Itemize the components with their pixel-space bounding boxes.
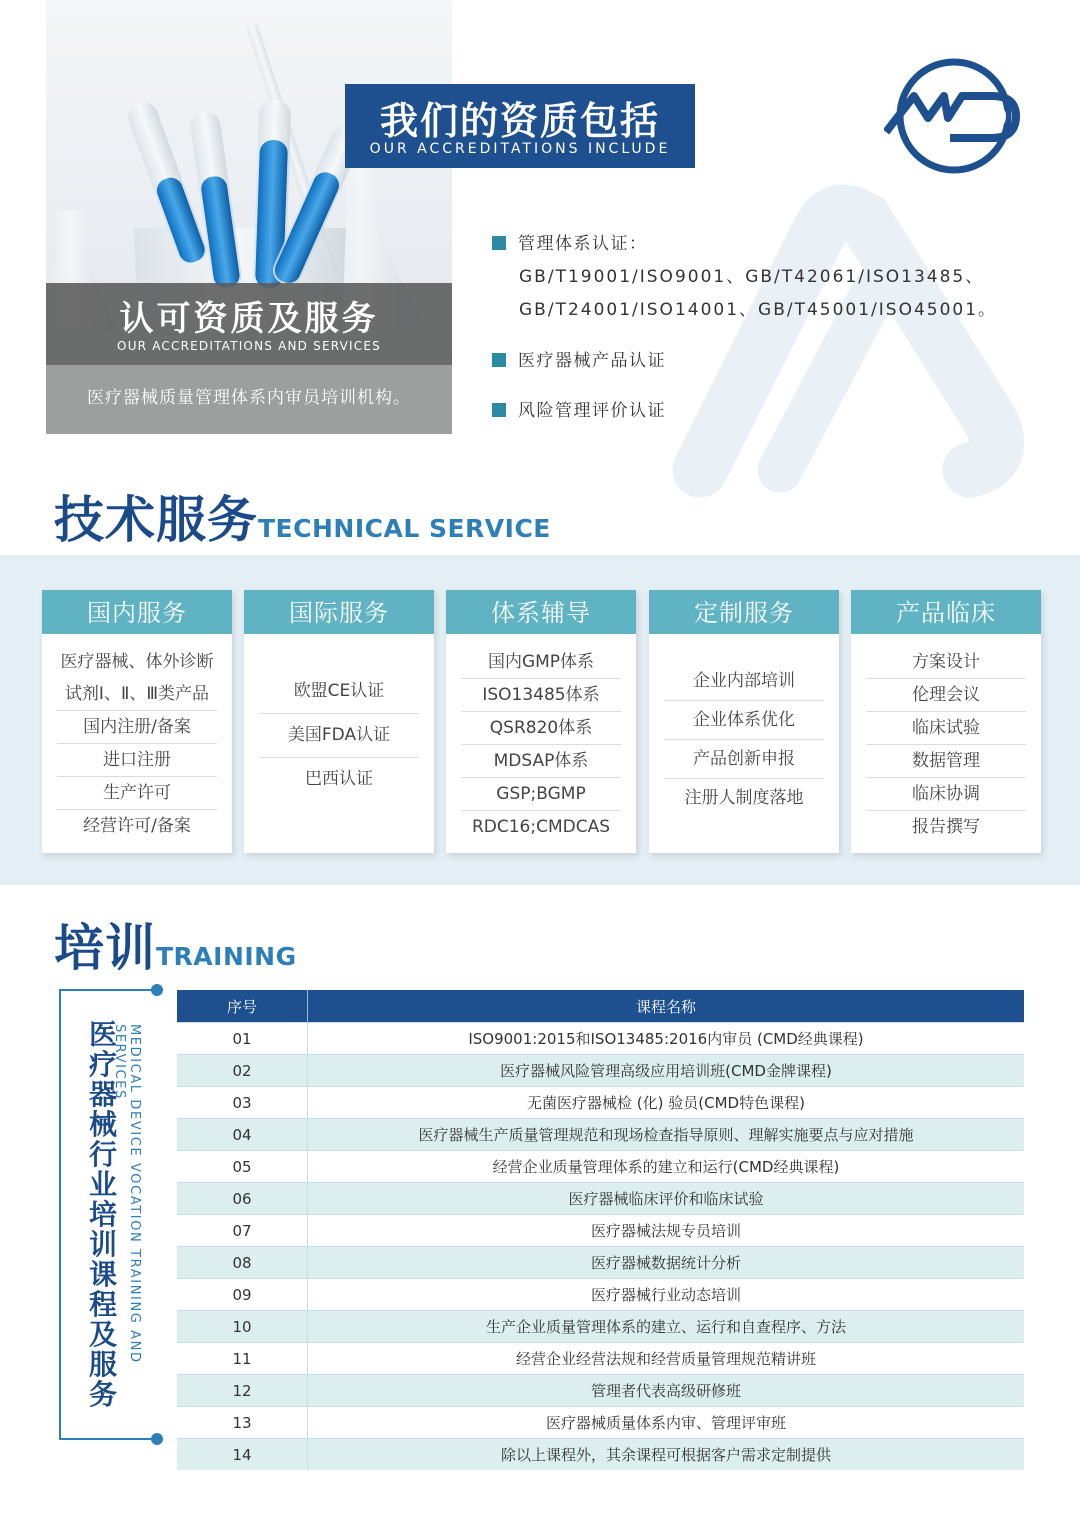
- bullet-square-icon: [492, 403, 506, 417]
- row-course-name: 医疗器械法规专员培训: [308, 1215, 1025, 1247]
- list-item: 伦理会议: [866, 679, 1026, 712]
- training-section-title: 培训TRAINING: [54, 919, 297, 977]
- table-row: [177, 1119, 1024, 1151]
- list-item: QSR820体系: [461, 712, 621, 745]
- list-item: 数据管理: [866, 745, 1026, 778]
- list-item: 经营许可/备案: [83, 816, 191, 836]
- card-title: 体系辅导: [446, 590, 636, 634]
- training-section-title-en: TRAINING: [156, 942, 297, 971]
- row-course-name: ISO9001:2015和ISO13485:2016内审员 (CMD经典课程): [308, 1023, 1025, 1055]
- list-item: GSP;BGMP: [461, 778, 621, 811]
- tech-section-title-en: TECHNICAL SERVICE: [258, 514, 551, 543]
- table-row: [177, 1407, 1024, 1439]
- table-row: [177, 1279, 1024, 1311]
- row-course-name: 医疗器械质量体系内审、管理评审班: [308, 1407, 1025, 1439]
- row-number: 10: [177, 1311, 308, 1343]
- row-course-name: 经营企业经营法规和经营质量管理规范精讲班: [308, 1343, 1025, 1375]
- row-number: 09: [177, 1279, 308, 1311]
- table-row: [177, 1023, 1024, 1055]
- list-item: 临床协调: [866, 778, 1026, 811]
- table-row: [177, 1151, 1024, 1183]
- hero-subtitle: OUR ACCREDITATIONS AND SERVICES: [117, 339, 381, 353]
- accreditation-subtitle: OUR ACCREDITATIONS INCLUDE: [369, 141, 671, 157]
- card-title: 定制服务: [649, 590, 839, 634]
- service-card-custom: [649, 590, 839, 853]
- card-list: [57, 646, 217, 842]
- row-number: 12: [177, 1375, 308, 1407]
- row-course-name: 医疗器械风险管理高级应用培训班(CMD金牌课程): [308, 1055, 1025, 1087]
- header-course-name: 课程名称: [308, 990, 1025, 1023]
- table-row: [177, 1439, 1024, 1471]
- table-row: [177, 1215, 1024, 1247]
- row-number: 04: [177, 1119, 308, 1151]
- hero-photo: [46, 0, 452, 434]
- accreditation-item-1: 管理体系认证：: [492, 229, 648, 254]
- tech-section-title: 技术服务TECHNICAL SERVICE: [54, 491, 551, 549]
- list-item: 临床试验: [866, 712, 1026, 745]
- row-course-name: 除以上课程外，其余课程可根据客户需求定制提供: [308, 1439, 1025, 1471]
- row-course-name: 医疗器械生产质量管理规范和现场检查指导原则、理解实施要点与应对措施: [308, 1119, 1025, 1151]
- accreditation-detail-line-1: GB/T19001/ISO9001、GB/T42061/ISO13485、: [519, 267, 985, 287]
- table-header-row: [177, 990, 1024, 1023]
- list-item: 企业体系优化: [664, 701, 824, 740]
- row-number: 01: [177, 1023, 308, 1055]
- list-item: 生产许可: [57, 777, 217, 810]
- row-course-name: 管理者代表高级研修班: [308, 1375, 1025, 1407]
- list-item: 报告撰写: [912, 817, 980, 837]
- row-number: 14: [177, 1439, 308, 1471]
- list-item: 国内GMP体系: [461, 646, 621, 679]
- table-row: [177, 1375, 1024, 1407]
- hero-title: 认可资质及服务: [119, 299, 379, 339]
- frame-dot-top: [151, 984, 163, 996]
- card-list: [259, 670, 419, 801]
- header-number: 序号: [177, 990, 308, 1023]
- list-item: 欧盟CE认证: [259, 670, 419, 714]
- card-title: 国际服务: [244, 590, 434, 634]
- card-title: 国内服务: [42, 590, 232, 634]
- row-number: 02: [177, 1055, 308, 1087]
- table-row: [177, 1087, 1024, 1119]
- list-item: 方案设计: [866, 646, 1026, 679]
- service-card-domestic: [42, 590, 232, 853]
- list-item: 美国FDA认证: [259, 714, 419, 758]
- row-number: 08: [177, 1247, 308, 1279]
- course-table: [177, 990, 1024, 1470]
- card-list: [866, 646, 1026, 843]
- card-list: [461, 646, 621, 843]
- service-card-clinical: [851, 590, 1041, 853]
- list-item: RDC16;CMDCAS: [471, 817, 611, 837]
- row-course-name: 生产企业质量管理体系的建立、运行和自查程序、方法: [308, 1311, 1025, 1343]
- service-card-international: [244, 590, 434, 853]
- row-number: 07: [177, 1215, 308, 1247]
- table-row: [177, 1247, 1024, 1279]
- training-side-title-en: MEDICAL DEVICE VOCATION TRAINING AND SERVICES: [112, 1024, 142, 1364]
- table-row: [177, 1343, 1024, 1375]
- list-item: 注册人制度落地: [684, 788, 804, 808]
- training-side-title: 医疗器械行业培训课程及服务: [88, 1018, 117, 1411]
- list-item: 巴西认证: [305, 769, 373, 789]
- accreditation-detail-line-2: GB/T24001/ISO14001、GB/T45001/ISO45001。: [519, 300, 998, 320]
- service-card-system: [446, 590, 636, 853]
- card-list: [664, 662, 824, 817]
- frame-bottom-line: [59, 1438, 157, 1440]
- row-number: 06: [177, 1183, 308, 1215]
- table-row: [177, 1055, 1024, 1087]
- accreditation-item-2: 医疗器械产品认证: [492, 346, 666, 371]
- list-item: 国内注册/备案: [57, 711, 217, 744]
- list-item: 进口注册: [57, 744, 217, 777]
- hero-title-band: [46, 283, 452, 365]
- row-number: 11: [177, 1343, 308, 1375]
- watermark-shape: [660, 170, 1050, 500]
- row-course-name: 经营企业质量管理体系的建立和运行(CMD经典课程): [308, 1151, 1025, 1183]
- hero-caption: 医疗器械质量管理体系内审员培训机构。: [46, 365, 452, 434]
- frame-dot-bottom: [151, 1433, 163, 1445]
- table-row: [177, 1311, 1024, 1343]
- bullet-square-icon: [492, 353, 506, 367]
- list-item: 产品创新申报: [664, 740, 824, 779]
- row-course-name: 医疗器械临床评价和临床试验: [308, 1183, 1025, 1215]
- table-row: [177, 1183, 1024, 1215]
- md-logo-icon: [884, 58, 1024, 174]
- row-course-name: 无菌医疗器械检 (化) 验员(CMD特色课程): [308, 1087, 1025, 1119]
- list-item: 企业内部培训: [664, 662, 824, 701]
- row-course-name: 医疗器械行业动态培训: [308, 1279, 1025, 1311]
- accreditation-title-box: [345, 84, 695, 168]
- bullet-square-icon: [492, 236, 506, 250]
- list-item: ISO13485体系: [461, 679, 621, 712]
- card-title: 产品临床: [851, 590, 1041, 634]
- list-item: 医疗器械、体外诊断: [60, 652, 214, 672]
- accreditation-item-3: 风险管理评价认证: [492, 396, 666, 421]
- list-item: 试剂Ⅰ、Ⅱ、Ⅲ类产品: [57, 678, 217, 711]
- list-item: MDSAP体系: [461, 745, 621, 778]
- row-number: 13: [177, 1407, 308, 1439]
- accreditation-title: 我们的资质包括: [379, 99, 660, 143]
- row-course-name: 医疗器械数据统计分析: [308, 1247, 1025, 1279]
- row-number: 03: [177, 1087, 308, 1119]
- row-number: 05: [177, 1151, 308, 1183]
